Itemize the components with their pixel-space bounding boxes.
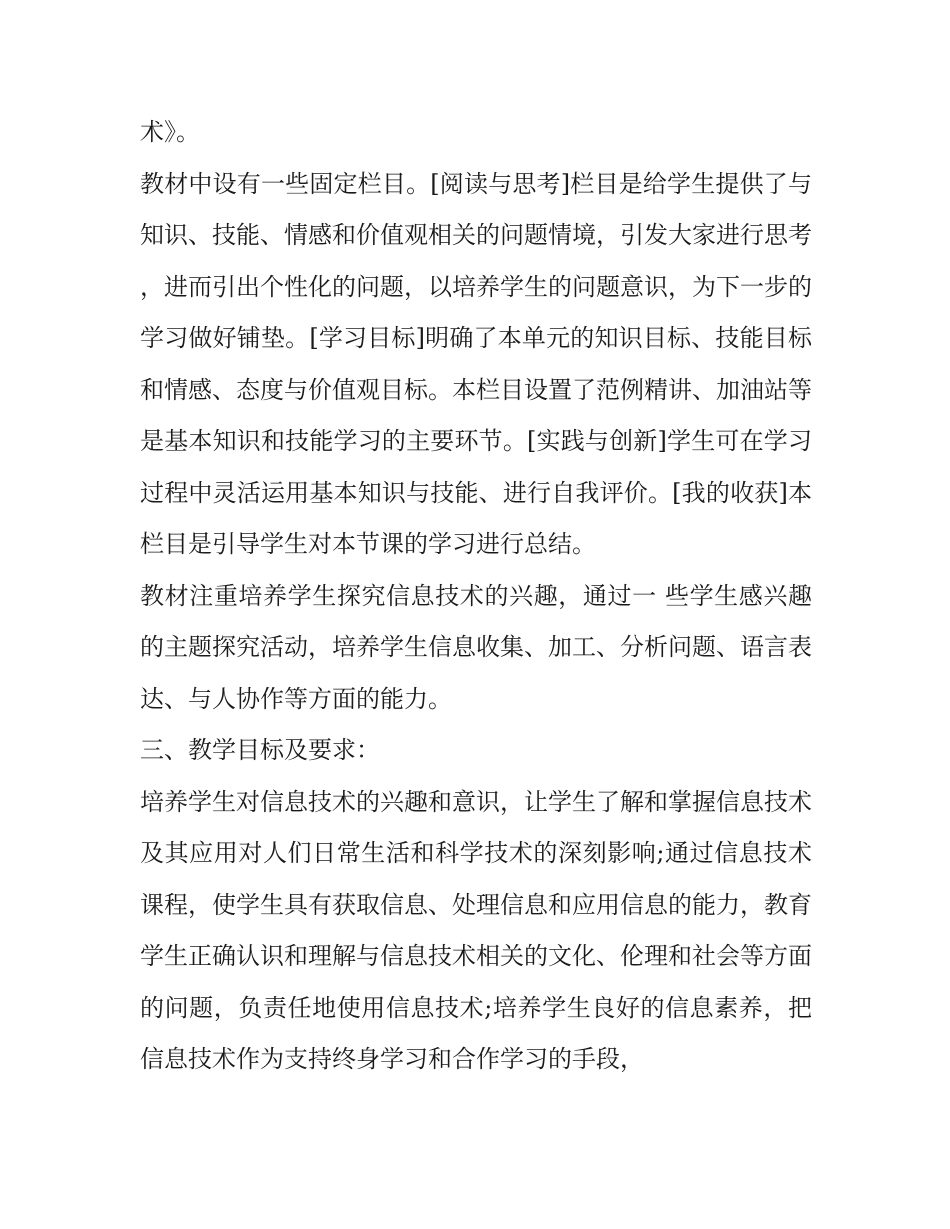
document-body (140, 107, 812, 1086)
paragraph-teaching-goals: 培养学生对信息技术的兴趣和意识，让学生了解和掌握信息技术及其应用对人们日常生活和科学技术的深刻影响;通过信息技术课程，使学生具有获取信息、处理信息和应用信息的能力，教育学生正确认识和理解与信息技术相关的文化、伦理和社会等方面的问题，负责任地使用信息技术;培养学生良好的信息素养，把信息技术作为支持终身学习和合作学习的手段， (140, 787, 812, 1073)
section-heading-teaching-goals: 三、教学目标及要求： (140, 736, 380, 764)
paragraph-inquiry-interest: 教材注重培养学生探究信息技术的兴趣，通过一 些学生感兴趣的主题探究活动，培养学生信息收集、加工、分析问题、语言表达、与人协作等方面的能力。 (140, 581, 812, 713)
paragraph-continuation: 术》。 (140, 118, 200, 146)
paragraph-textbook-columns: 教材中设有一些固定栏目。[阅读与思考]栏目是给学生提供了与知识、技能、情感和价值观相关的问题情境，引发大家进行思考，进而引出个性化的问题，以培养学生的问题意识，为下一步的学习做好铺垫。[学习目标]明确了本单元的知识目标、技能目标和情感、态度与价值观目标。本栏目设置了范例精讲、加油站等是基本知识和技能学习的主要环节。[实践与创新]学生可在学习过程中灵活运用基本知识与技能、进行自我评价。[我的收获]本栏目是引导学生对本节课的学习进行总结。 (140, 169, 812, 558)
